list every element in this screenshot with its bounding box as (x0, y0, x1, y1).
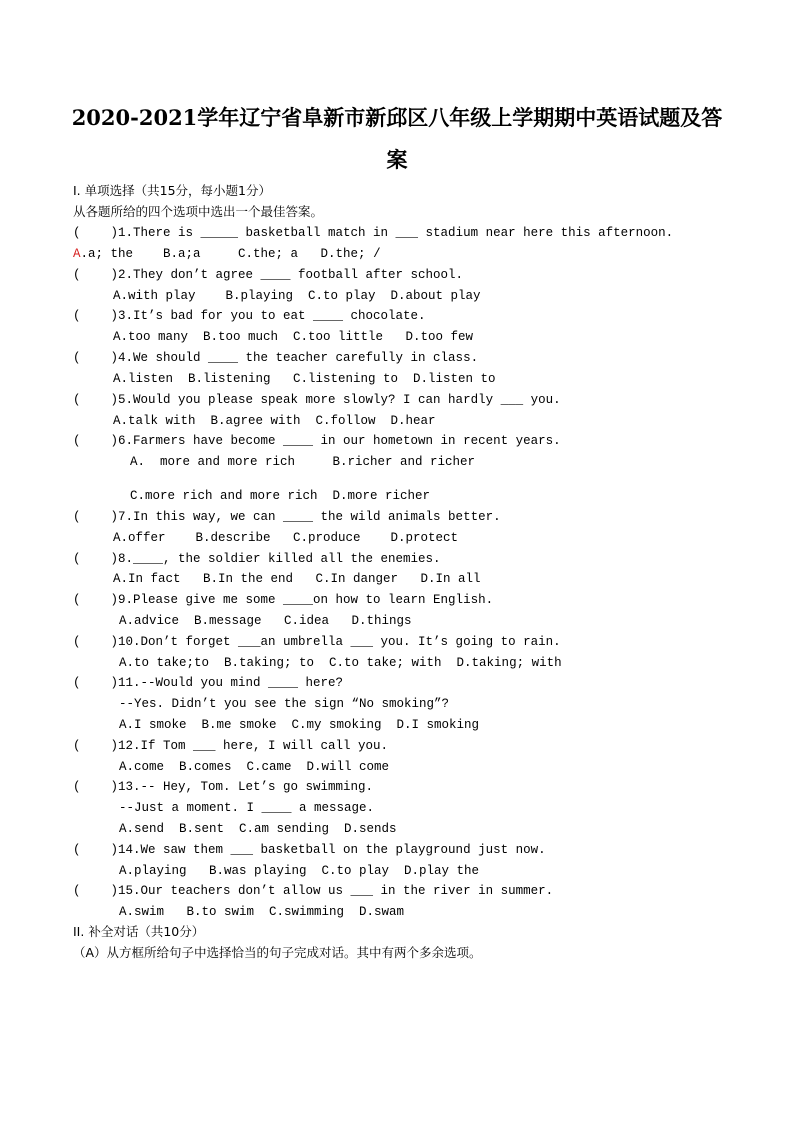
q11-stem: ( )11.--Would you mind ____ here? (73, 676, 344, 690)
q13-reply: --Just a moment. I ____ a message. (119, 801, 375, 815)
q2-options: A.with play B.playing C.to play D.about play (113, 289, 481, 303)
q12-stem: ( )12.If Tom ___ here, I will call you. (73, 739, 389, 753)
q15-stem: ( )15.Our teachers don’t allow us ___ in the river in summer. (73, 884, 554, 898)
q6-stem: ( )6.Farmers have become ____ in our hometown in recent years. (73, 434, 561, 448)
q13-stem: ( )13.-- Hey, Tom. Let’s go swimming. (73, 780, 374, 794)
section2-instruction: （A）从方框所给句子中选择恰当的句子完成对话。其中有两个多余选项。 (73, 945, 482, 960)
q1-stem: ( )1.There is _____ basketball match in ___ stadium near here this afternoon. (73, 226, 674, 240)
q5-stem: ( )5.Would you please speak more slowly? I can hardly ___ you. (73, 393, 561, 407)
q14-stem: ( )14.We saw them ___ basketball on the playground just now. (73, 843, 546, 857)
q6-options-line2: C.more rich and more rich D.more richer (130, 489, 431, 503)
q1-options (73, 246, 381, 262)
q3-options: A.too many B.too much C.too little D.too few (113, 330, 474, 344)
q10-options: A.to take;to B.taking; to C.to take; with D.taking; with (119, 656, 562, 670)
q9-stem: ( )9.Please give me some ____on how to learn English. (73, 593, 494, 607)
q15-options: A.swim B.to swim C.swimming D.swam (119, 905, 405, 919)
q11-options: A.I smoke B.me smoke C.my smoking D.I smoking (119, 718, 480, 732)
section2-heading: II. 补全对话（共10分） (73, 924, 205, 939)
q8-stem: ( )8.____, the soldier killed all the enemies. (73, 552, 441, 566)
q7-stem: ( )7.In this way, we can ____ the wild animals better. (73, 510, 501, 524)
q10-stem: ( )10.Don’t forget ___an umbrella ___ you. It’s going to rain. (73, 635, 561, 649)
q12-options: A.come B.comes C.came D.will come (119, 760, 390, 774)
document-title-continued: 案 (386, 147, 408, 172)
section1-instruction: 从各题所给的四个选项中选出一个最佳答案。 (73, 204, 324, 219)
q7-options: A.offer B.describe C.produce D.protect (113, 531, 459, 545)
q13-options: A.send B.sent C.am sending D.sends (119, 822, 397, 836)
q1-answer-marker: A (73, 247, 81, 261)
document-title: 2020-2021学年辽宁省阜新市新邱区八年级上学期期中英语试题及答 (71, 105, 723, 130)
q8-options: A.In fact B.In the end C.In danger D.In all (113, 572, 481, 586)
q2-stem: ( )2.They don’t agree ____ football after school. (73, 268, 464, 282)
q9-options: A.advice B.message C.idea D.things (119, 614, 412, 628)
q6-options-line1: A. more and more rich B.richer and richer (130, 455, 476, 469)
q3-stem: ( )3.It’s bad for you to eat ____ chocolate. (73, 309, 426, 323)
q4-stem: ( )4.We should ____ the teacher carefully in class. (73, 351, 479, 365)
q4-options: A.listen B.listening C.listening to D.listen to (113, 372, 496, 386)
section1-heading: I. 单项选择（共15分，每小题1分） (73, 183, 271, 198)
q5-options: A.talk with B.agree with C.follow D.hear (113, 414, 436, 428)
q1-options-text: .a; the B.a;a C.the; a D.the; / (80, 247, 381, 261)
q11-reply: --Yes. Didn’t you see the sign “No smoking”? (119, 697, 450, 711)
q14-options: A.playing B.was playing C.to play D.play the (119, 864, 480, 878)
